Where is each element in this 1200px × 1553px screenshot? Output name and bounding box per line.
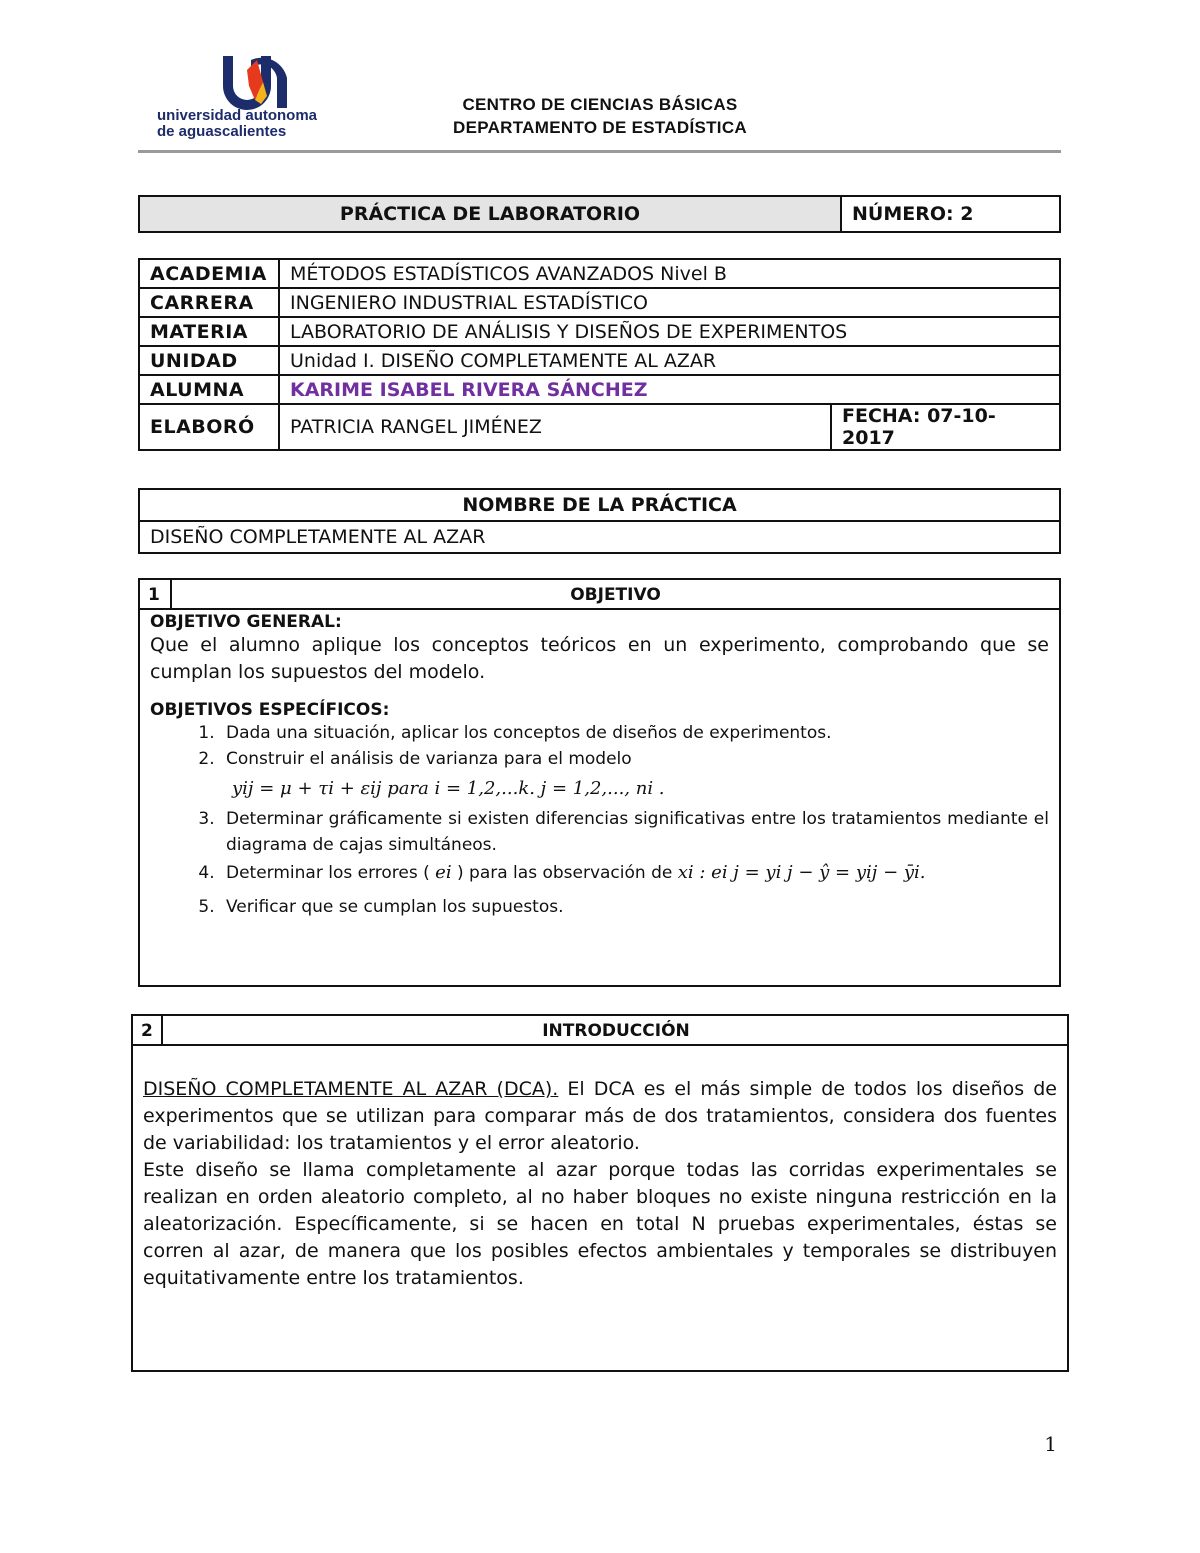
model-formula: yij = μ + τi + εij para i = 1,2,...k. j = 1,2,..., ni . xyxy=(232,778,665,799)
info-row xyxy=(139,259,1060,288)
practice-name-title: NOMBRE DE LA PRÁCTICA xyxy=(139,489,1060,521)
list-item: 4. Determinar los errores ( ei ) para las observación de xi : ei j = yi j − ŷ = yij − ȳi. xyxy=(220,860,1059,886)
practice-name-table xyxy=(138,488,1061,554)
list-item: 5. Verificar que se cumplan los supuestos. xyxy=(220,894,1059,920)
info-row xyxy=(139,346,1060,375)
info-value: Unidad I. DISEÑO COMPLETAMENTE AL AZAR xyxy=(279,346,1060,375)
practice-name-value: DISEÑO COMPLETAMENTE AL AZAR xyxy=(139,521,1060,553)
info-row xyxy=(139,375,1060,404)
info-label: ELABORÓ xyxy=(139,404,279,450)
info-row xyxy=(139,317,1060,346)
introduction-paragraph: Este diseño se llama completamente al azar porque todas las corridas experimentales se realizan en orden aleatorio completo, al no haber bloques no existe ninguna restricción en la aleatorización. Específicamente, si se hacen en total N pruebas experimentales, éstas se corren al azar, de manera que los posibles efectos ambientales y temporales se distribuyen equitativamente entre los tratamientos. xyxy=(143,1159,1057,1289)
info-label: CARRERA xyxy=(139,288,279,317)
page-number: 1 xyxy=(1044,1432,1057,1456)
date-field: FECHA: 07-10- 2017 xyxy=(831,404,1060,450)
center-name: CENTRO DE CIENCIAS BÁSICAS xyxy=(462,95,738,114)
introduction-section xyxy=(131,1014,1069,1372)
info-label: ALUMNA xyxy=(139,375,279,404)
general-objective-label: OBJETIVO GENERAL: xyxy=(150,612,342,632)
info-value: PATRICIA RANGEL JIMÉNEZ xyxy=(279,404,831,450)
section-title: OBJETIVO xyxy=(570,585,661,605)
specific-objectives-list xyxy=(140,720,1059,920)
section-title: INTRODUCCIÓN xyxy=(542,1021,690,1041)
info-table xyxy=(138,258,1061,451)
error-symbol: ei xyxy=(435,862,452,883)
info-value: MÉTODOS ESTADÍSTICOS AVANZADOS Nivel B xyxy=(279,259,1060,288)
info-label: MATERIA xyxy=(139,317,279,346)
practice-number: NÚMERO: 2 xyxy=(841,196,1060,232)
student-name: KARIME ISABEL RIVERA SÁNCHEZ xyxy=(279,375,1060,404)
info-value: LABORATORIO DE ANÁLISIS Y DISEÑOS DE EXPERIMENTOS xyxy=(279,317,1060,346)
introduction-body xyxy=(133,1046,1067,1292)
header-divider xyxy=(138,150,1061,153)
info-label: ACADEMIA xyxy=(139,259,279,288)
info-value: INGENIERO INDUSTRIAL ESTADÍSTICO xyxy=(279,288,1060,317)
info-label: UNIDAD xyxy=(139,346,279,375)
practice-title: PRÁCTICA DE LABORATORIO xyxy=(139,196,841,232)
svg-text:de aguascalientes: de aguascalientes xyxy=(157,123,287,140)
introduction-header xyxy=(133,1016,1067,1046)
practice-header-table xyxy=(138,195,1061,233)
list-item: 1. Dada una situación, aplicar los conceptos de diseños de experimentos. xyxy=(220,720,1059,746)
introduction-paragraph: El DCA es el más simple de todos los diseños de experimentos que se utilizan para comparar más de dos tratamientos, considera dos fuentes de variabilidad: los tratamientos y el error aleatorio. xyxy=(143,1078,1057,1154)
svg-text:universidad autonoma: universidad autonoma xyxy=(157,107,318,124)
dca-heading: DISEÑO COMPLETAMENTE AL AZAR (DCA). xyxy=(143,1078,559,1100)
info-row xyxy=(139,288,1060,317)
list-item: 3. Determinar gráficamente si existen diferencias significativas entre los tratamientos mediante el diagrama de cajas simultáneos. xyxy=(220,806,1059,858)
info-row xyxy=(139,404,1060,450)
error-formula: xi : ei j = yi j − ŷ = yij − ȳi. xyxy=(677,862,926,883)
objective-section xyxy=(138,578,1061,987)
section-number: 2 xyxy=(133,1016,163,1044)
specific-objectives-label: OBJETIVOS ESPECÍFICOS: xyxy=(150,700,390,720)
department-name: DEPARTAMENTO DE ESTADÍSTICA xyxy=(453,118,747,137)
general-objective-text: Que el alumno aplique los conceptos teóricos en un experimento, comprobando que se cumplan los supuestos del modelo. xyxy=(150,634,1049,683)
objective-header xyxy=(140,580,1059,610)
section-number: 1 xyxy=(140,580,172,608)
list-item: 2. Construir el análisis de varianza para el modelo yij = μ + τi + εij para i = 1,2,...k. j = 1,2,..., ni . xyxy=(220,746,1059,806)
